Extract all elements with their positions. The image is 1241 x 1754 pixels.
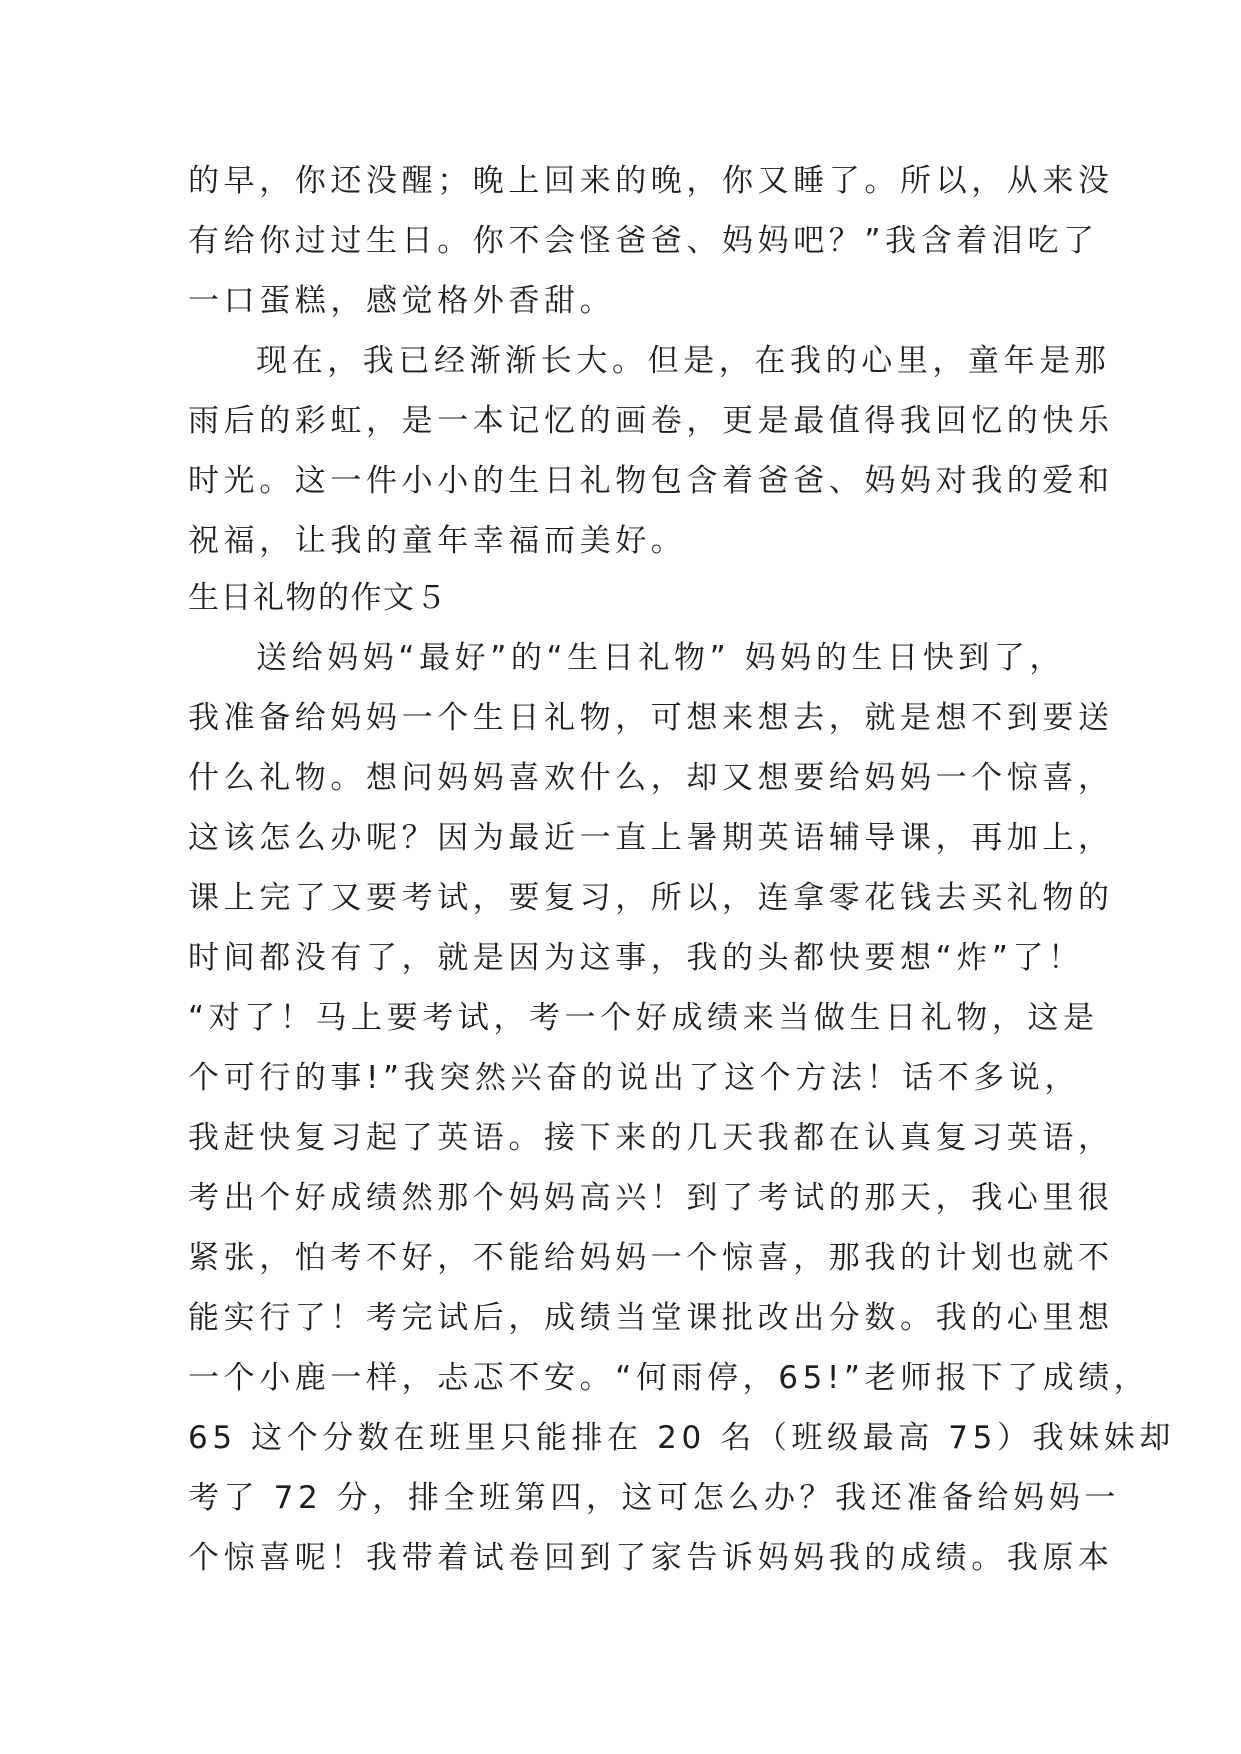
text-line: 一个小鹿一样，忐忑不安。“何雨停，65!”老师报下了成绩， xyxy=(188,1360,1150,1396)
text-line: 时间都没有了，就是因为这事，我的头都快要想“炸”了！ xyxy=(188,940,1084,976)
text-line: 祝福，让我的童年幸福而美好。 xyxy=(188,523,687,559)
section-title: 生日礼物的作文５ xyxy=(188,580,448,616)
text-line: “对了！马上要考试，考一个好成绩来当做生日礼物，这是 xyxy=(188,1000,1099,1036)
text-line: 我赶快复习起了英语。接下来的几天我都在认真复习英语， xyxy=(188,1120,1114,1156)
text-line: 65 这个分数在班里只能排在 20 名（班级最高 75）我妹妹却 xyxy=(188,1420,1175,1456)
text-line: 现在，我已经渐渐长大。但是，在我的心里，童年是那 xyxy=(256,343,1111,379)
text-line: 一口蛋糕，感觉格外香甜。 xyxy=(188,283,616,319)
text-line: 送给妈妈“最好”的“生日礼物” 妈妈的生日快到了， xyxy=(256,640,1066,676)
text-line: 我准备给妈妈一个生日礼物，可想来想去，就是想不到要送 xyxy=(188,700,1114,736)
text-line: 时光。这一件小小的生日礼物包含着爸爸、妈妈对我的爱和 xyxy=(188,463,1114,499)
text-line: 个可行的事!”我突然兴奋的说出了这个方法！话不多说， xyxy=(188,1060,1081,1096)
text-line: 课上完了又要考试，要复习，所以，连拿零花钱去买礼物的 xyxy=(188,880,1114,916)
text-line: 的早，你还没醒；晚上回来的晚，你又睡了。所以，从来没 xyxy=(188,163,1114,199)
text-line: 能实行了！考完试后，成绩当堂课批改出分数。我的心里想 xyxy=(188,1300,1114,1336)
text-line: 雨后的彩虹，是一本记忆的画卷，更是最值得我回忆的快乐 xyxy=(188,403,1114,439)
text-line: 有给你过过生日。你不会怪爸爸、妈妈吧？”我含着泪吃了 xyxy=(188,223,1099,259)
text-line: 个惊喜呢！我带着试卷回到了家告诉妈妈我的成绩。我原本 xyxy=(188,1540,1114,1576)
text-line: 考了 72 分，排全班第四，这可怎么办？我还准备给妈妈一 xyxy=(188,1480,1120,1516)
text-line: 考出个好成绩然那个妈妈高兴！到了考试的那天，我心里很 xyxy=(188,1180,1114,1216)
text-line: 这该怎么办呢？因为最近一直上暑期英语辅导课，再加上， xyxy=(188,820,1114,856)
text-line: 紧张，怕考不好，不能给妈妈一个惊喜，那我的计划也就不 xyxy=(188,1240,1114,1276)
text-line: 什么礼物。想问妈妈喜欢什么，却又想要给妈妈一个惊喜， xyxy=(188,760,1114,796)
